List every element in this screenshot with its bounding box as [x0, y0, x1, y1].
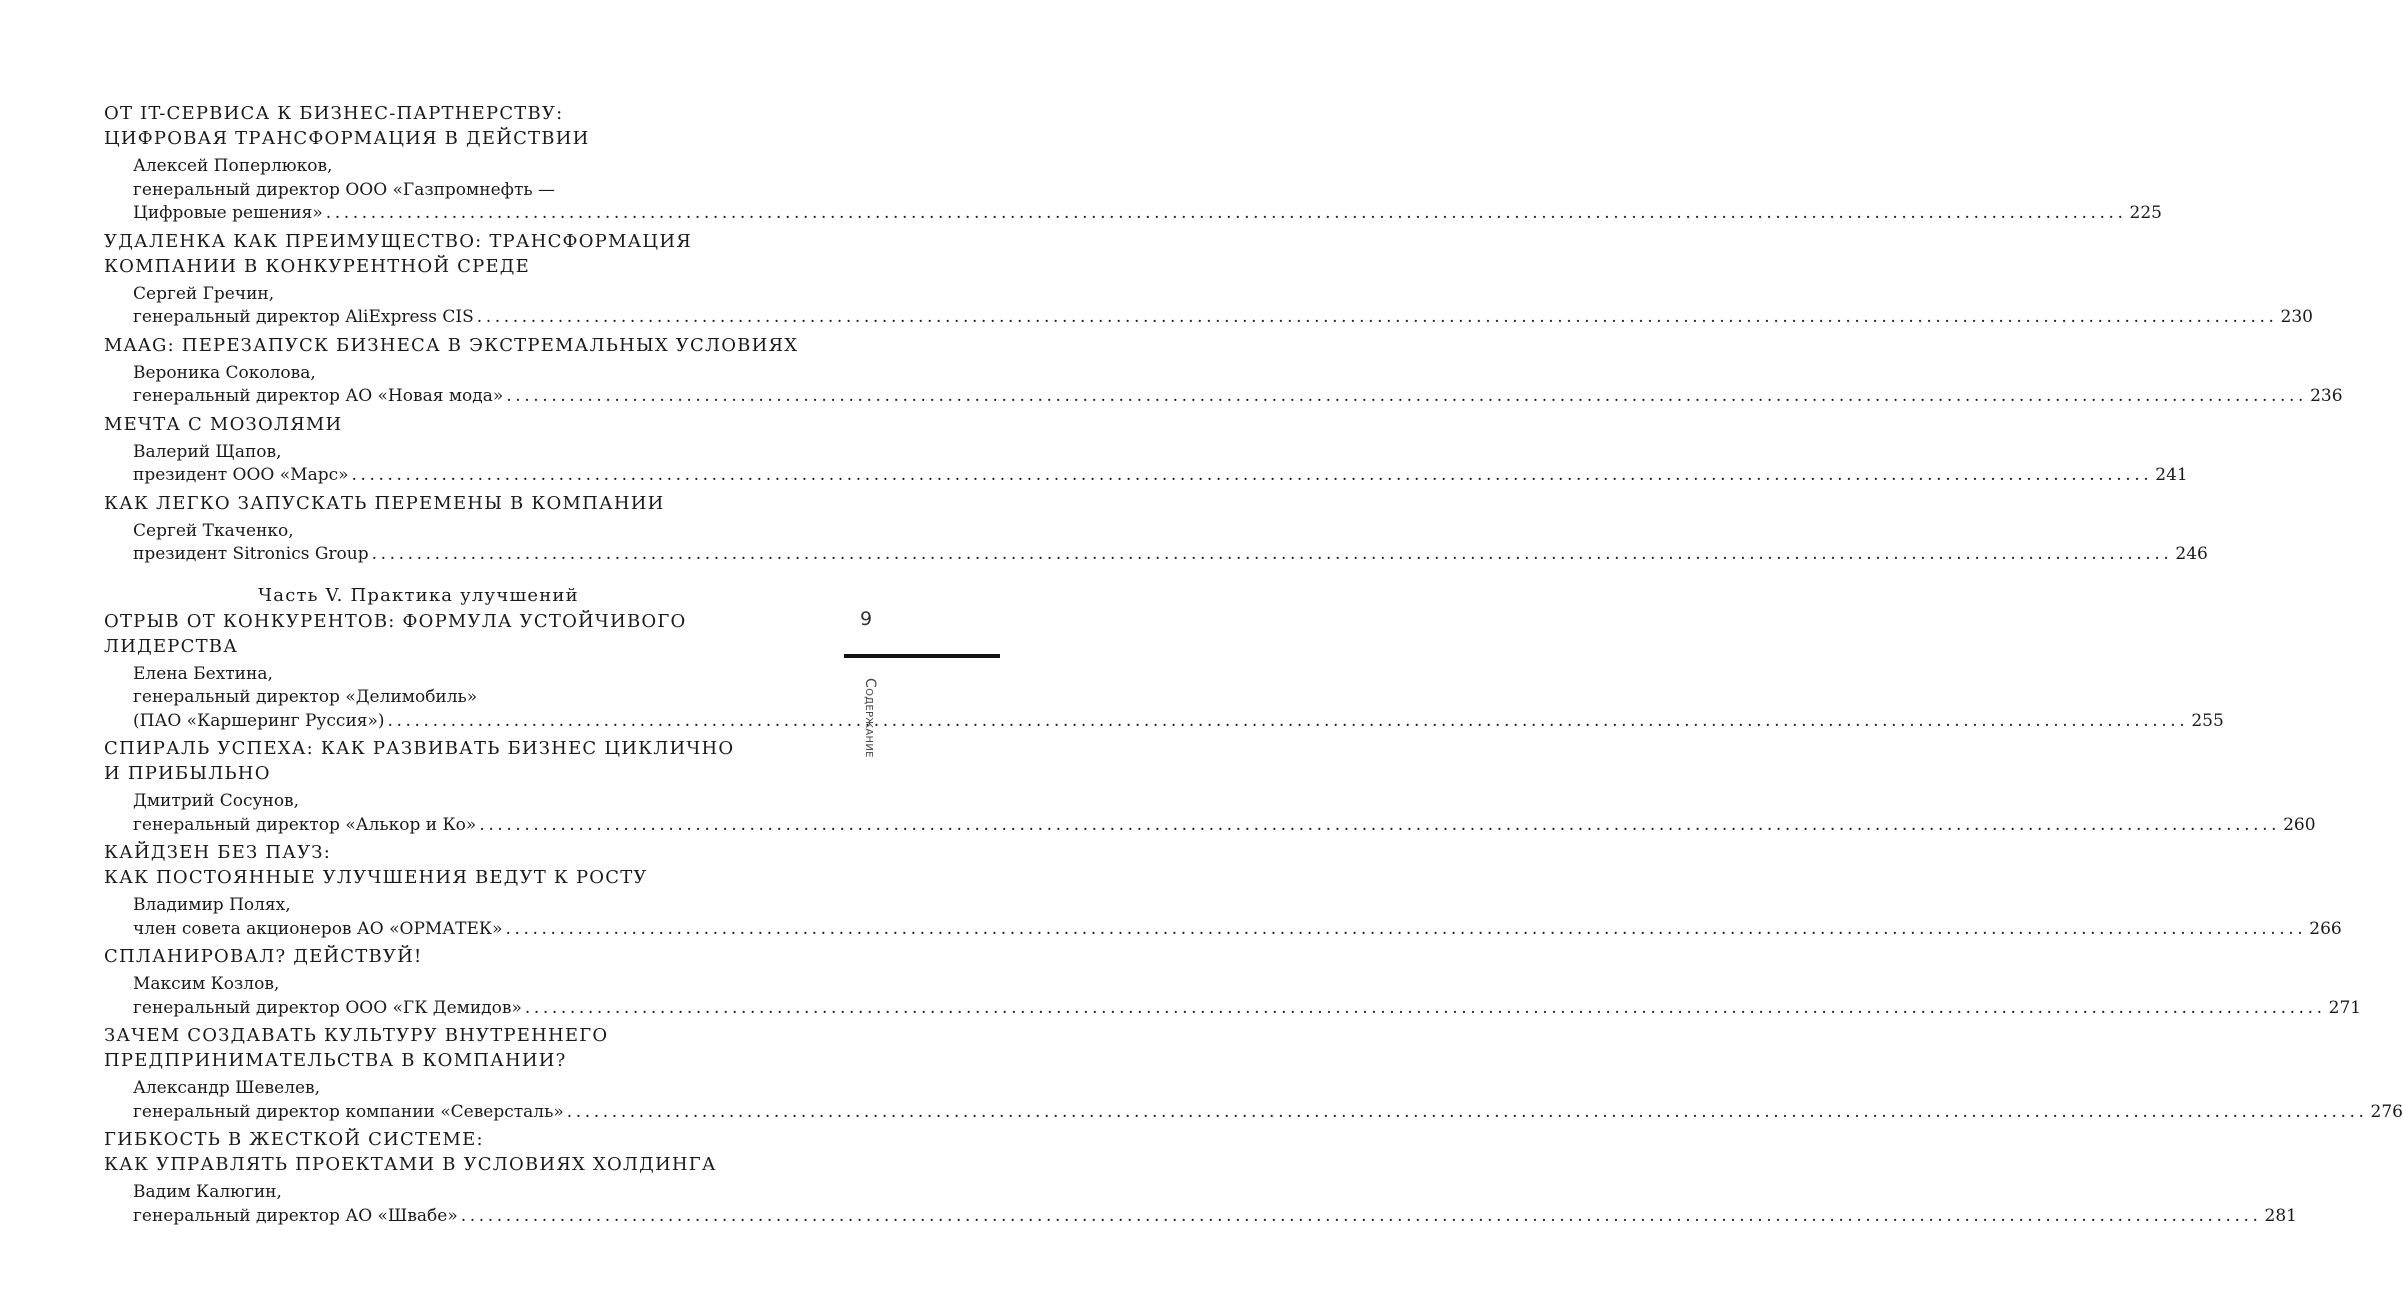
page-ref: 281: [2264, 1205, 2297, 1226]
toc-leader-line: [133, 710, 2224, 734]
page-ref: 276: [2370, 1101, 2403, 1122]
toc-entry: [104, 1126, 2297, 1228]
chapter-title-line: КАК ПОСТОЯННЫЕ УЛУЧШЕНИЯ ВЕДУТ К РОСТУ: [104, 867, 648, 888]
author-role-line: Цифровые решения»: [133, 203, 323, 223]
chapter-title-line: ГИБКОСТЬ В ЖЕСТКОЙ СИСТЕМЕ:: [104, 1129, 484, 1150]
toc-leader-line: [133, 997, 2362, 1021]
author-role-line: генеральный директор AliExpress CIS: [133, 307, 474, 327]
author-role-line: генеральный директор АО «Новая мода»: [133, 386, 504, 406]
chapter-title-line: СПЛАНИРОВАЛ? ДЕЙСТВУЙ!: [104, 946, 423, 967]
author-role-line: генеральный директор ООО «ГК Демидов»: [133, 997, 522, 1018]
author-name: Вадим Калюгин,: [133, 1182, 282, 1202]
author-name: Дмитрий Сосунов,: [133, 791, 300, 811]
chapter-title-line: КОМПАНИИ В КОНКУРЕНТНОЙ СРЕДЕ: [104, 255, 530, 277]
toc-leader-line: [133, 306, 2313, 330]
page-ref: 266: [2309, 918, 2342, 939]
dot-leader: ........................................................................................................................................................................................................: [460, 1205, 2262, 1226]
page-ref: 260: [2283, 814, 2316, 835]
page-ref: 236: [2310, 386, 2343, 406]
author-block: [133, 973, 2362, 1020]
dot-leader: ........................................................................................................................................................................................................: [371, 544, 2173, 564]
dot-leader: ........................................................................................................................................................................................................: [325, 203, 2127, 223]
author-name: Александр Шевелев,: [133, 1078, 321, 1098]
dot-leader: ........................................................................................................................................................................................................: [524, 997, 2326, 1018]
author-block: [133, 441, 2188, 488]
dot-leader: ........................................................................................................................................................................................................: [479, 814, 2281, 835]
toc-leader-line: [133, 385, 2343, 409]
author-name: Максим Козлов,: [133, 974, 280, 994]
author-role-line: член совета акционеров АО «ОРМАТЕК»: [133, 918, 503, 939]
toc-entry: [104, 943, 2362, 1020]
toc-leader-line: [133, 814, 2316, 838]
author-role-line: генеральный директор компании «Северсталь»: [133, 1101, 564, 1122]
dot-leader: ........................................................................................................................................................................................................: [566, 1101, 2368, 1122]
toc-entry: [104, 490, 2208, 567]
author-block: [133, 520, 2208, 567]
chapter-title-line: ОТРЫВ ОТ КОНКУРЕНТОВ: ФОРМУЛА УСТОЙЧИВОГО: [104, 610, 687, 632]
chapter-title-line: ЗАЧЕМ СОЗДАВАТЬ КУЛЬТУРУ ВНУТРЕННЕГО: [104, 1025, 609, 1046]
toc-entry: [104, 332, 2343, 409]
chapter-title-line: СПИРАЛЬ УСПЕХА: КАК РАЗВИВАТЬ БИЗНЕС ЦИКЛИЧНО: [104, 738, 735, 759]
author-block: [133, 283, 2313, 330]
author-role-line: генеральный директор «Делимобиль»: [133, 687, 478, 707]
toc-leader-line: [133, 918, 2342, 942]
author-name: Сергей Ткаченко,: [133, 520, 294, 541]
toc-leader-line: [133, 1101, 2403, 1125]
chapter-title-line: ОТ IT-СЕРВИСА К БИЗНЕС-ПАРТНЕРСТВУ:: [104, 103, 564, 124]
author-block: [133, 894, 2342, 941]
author-name: Алексей Поперлюков,: [133, 156, 333, 176]
author-name: Елена Бехтина,: [133, 663, 273, 684]
author-block: [133, 362, 2343, 409]
author-name: Валерий Щапов,: [133, 441, 282, 462]
author-role-line: генеральный директор ООО «Газпромнефть —: [133, 179, 556, 200]
author-role-line: (ПАО «Каршеринг Руссия»): [133, 710, 385, 731]
chapter-title-line: И ПРИБЫЛЬНО: [104, 763, 271, 784]
chapter-title-line: МЕЧТА С МОЗОЛЯМИ: [104, 413, 343, 435]
dot-leader: ........................................................................................................................................................................................................: [506, 386, 2308, 406]
chapter-title-line: ЛИДЕРСТВА: [104, 635, 239, 657]
page-ref: 225: [2129, 203, 2162, 223]
page-ref: 230: [2280, 307, 2313, 327]
toc-leader-line: [133, 202, 2162, 226]
toc-entry: [104, 1022, 2403, 1124]
dot-leader: ........................................................................................................................................................................................................: [351, 465, 2153, 485]
toc-entry: [104, 228, 2313, 330]
chapter-title-line: КАЙДЗЕН БЕЗ ПАУЗ:: [104, 842, 331, 863]
dot-leader: ........................................................................................................................................................................................................: [387, 710, 2189, 731]
page-ref: 271: [2328, 997, 2362, 1018]
chapter-title-line: УДАЛЕНКА КАК ПРЕИМУЩЕСТВО: ТРАНСФОРМАЦИЯ: [104, 230, 692, 252]
chapter-title-line: ЦИФРОВАЯ ТРАНСФОРМАЦИЯ В ДЕЙСТВИИ: [104, 128, 590, 149]
page-number: 9: [859, 608, 873, 630]
toc-entry: [104, 839, 2342, 941]
dot-leader: ........................................................................................................................................................................................................: [476, 307, 2278, 327]
author-role-line: президент Sitronics Group: [133, 544, 369, 564]
author-role-line: генеральный директор «Алькор и Ко»: [133, 814, 477, 835]
toc-leader-line: [133, 1205, 2297, 1229]
chapter-title-line: КАК ЛЕГКО ЗАПУСКАТЬ ПЕРЕМЕНЫ В КОМПАНИИ: [104, 492, 665, 514]
section-label: Содержание: [862, 678, 878, 758]
dot-leader: ........................................................................................................................................................................................................: [505, 918, 2307, 939]
author-name: Вероника Соколова,: [133, 362, 316, 383]
toc-entry: [104, 735, 2316, 837]
author-name: Сергей Гречин,: [133, 283, 275, 304]
toc-leader-line: [133, 464, 2188, 488]
chapter-title-line: КАК УПРАВЛЯТЬ ПРОЕКТАМИ В УСЛОВИЯХ ХОЛДИНГА: [104, 1154, 717, 1175]
toc-leader-line: [133, 543, 2208, 567]
toc-entry: [104, 411, 2188, 488]
author-block: [133, 155, 2162, 226]
page-ref: 246: [2175, 544, 2208, 564]
page-ref: 241: [2155, 465, 2188, 485]
toc-entry: [104, 100, 2162, 226]
author-block: [133, 790, 2316, 837]
chapter-title-line: MAAG: ПЕРЕЗАПУСК БИЗНЕСА В ЭКСТРЕМАЛЬНЫХ УСЛОВИЯХ: [104, 334, 799, 356]
author-block: [133, 1181, 2297, 1228]
author-role-line: генеральный директор АО «Швабе»: [133, 1205, 458, 1226]
chapter-title-line: ПРЕДПРИНИМАТЕЛЬСТВА В КОМПАНИИ?: [104, 1050, 567, 1071]
page-ref: 255: [2191, 710, 2224, 731]
side-divider: [844, 654, 1000, 658]
part-heading: Часть V. Практика улучшений: [258, 584, 579, 606]
author-role-line: президент ООО «Марс»: [133, 465, 349, 485]
toc-group-part4: [104, 100, 2343, 567]
author-name: Владимир Полях,: [133, 895, 291, 915]
author-block: [133, 1077, 2403, 1124]
